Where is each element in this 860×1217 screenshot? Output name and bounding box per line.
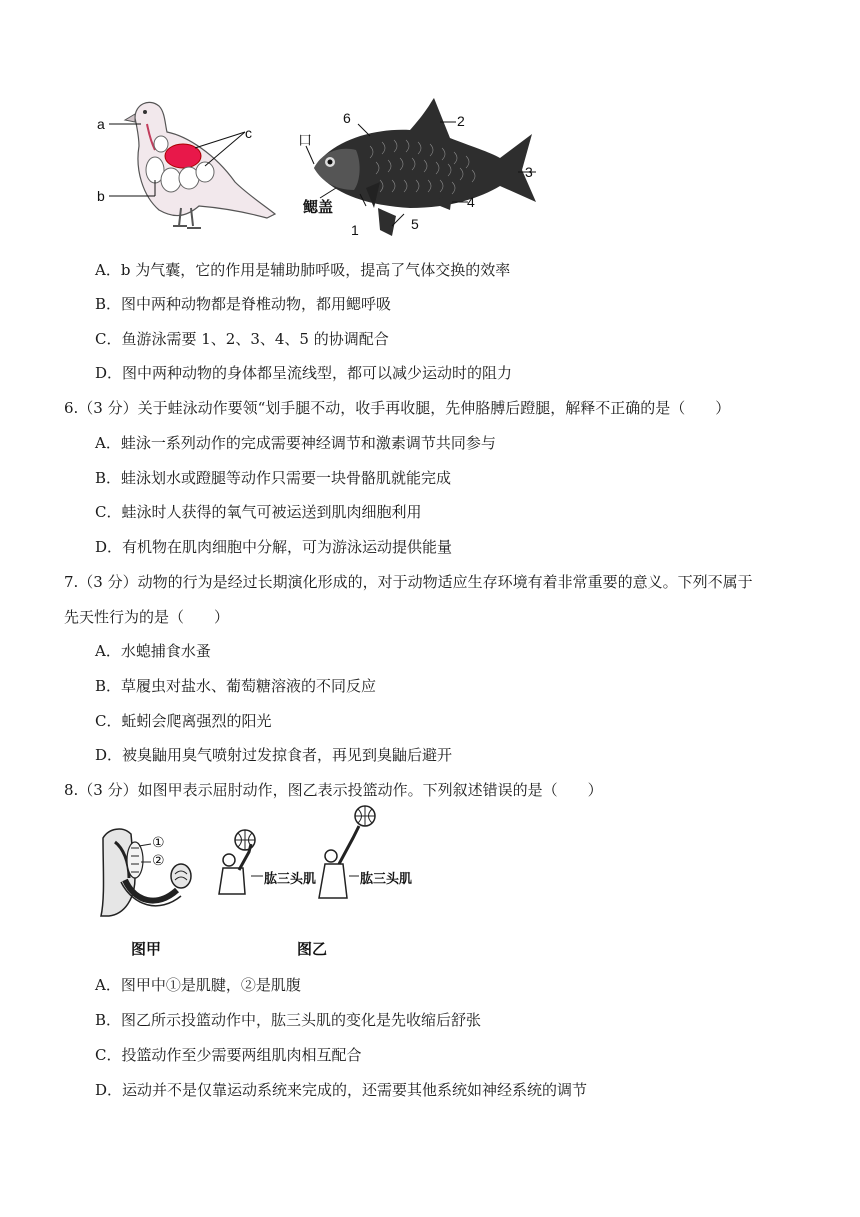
q5-option-b: B．图中两种动物都是脊椎动物，都用鳃呼吸 [95,295,392,313]
bird-illustration [95,90,285,240]
q7-option-d: D．被臭鼬用臭气喷射过发掠食者，再见到臭鼬后避开 [95,746,453,764]
bird-label-c: c [245,125,252,141]
q5-option-d: D．图中两种动物的身体都呈流线型，都可以减少运动时的阻力 [95,364,513,382]
fish-label-6: 6 [343,110,351,126]
fish-label-1: 1 [351,222,359,238]
q8-option-c: C．投篮动作至少需要两组肌肉相互配合 [95,1046,362,1064]
flexed-arm-illustration [95,818,205,918]
fish-label-4: 4 [467,194,475,210]
q6-stem: 6.（3 分）关于蛙泳动作要领“划手腿不动，收手再收腿，先伸胳膊后蹬腿，解释不正确的是（ ） [64,399,731,417]
bird-label-b: b [97,188,105,204]
fish-label-gill-cover: 鳃盖 [303,199,334,216]
q6-option-a: A．蛙泳一系列动作的完成需要神经调节和激素调节共同参与 [95,434,496,452]
q7-stem-line2: 先天性行为的是（ ） [64,608,230,626]
q5-option-a: A．b 为气囊，它的作用是辅助肺呼吸，提高了气体交换的效率 [95,261,511,279]
q6-option-b: B．蛙泳划水或蹬腿等动作只需要一块骨骼肌就能完成 [95,469,452,487]
triceps-label-2: 肱三头肌 [360,871,413,886]
bird-fish-figure [95,90,545,250]
q8-option-d: D．运动并不是仅靠运动系统来完成的，还需要其他系统如神经系统的调节 [95,1081,588,1099]
circle-label-1: ① [152,834,165,850]
fish-label-3: 3 [525,164,533,180]
fish-label-mouth: 口 [298,132,312,148]
q6-option-c: C．蛙泳时人获得的氧气可被运送到肌肉细胞利用 [95,503,422,521]
q6-option-d: D．有机物在肌肉细胞中分解，可为游泳运动提供能量 [95,538,453,556]
q8-option-b: B．图乙所示投篮动作中，肱三头肌的变化是先收缩后舒张 [95,1011,482,1029]
fish-label-2: 2 [457,113,465,129]
bird-label-a: a [97,116,105,132]
q8-stem: 8.（3 分）如图甲表示屈肘动作，图乙表示投篮动作。下列叙述错误的是（ ） [64,781,603,799]
q7-option-c: C．蚯蚓会爬离强烈的阳光 [95,712,272,730]
q5-option-c: C．鱼游泳需要 1、2、3、4、5 的协调配合 [95,330,389,348]
triceps-label-1: 肱三头肌 [264,871,317,886]
q7-option-b: B．草履虫对盐水、葡萄糖溶液的不同反应 [95,677,377,695]
figure-label-yi: 图乙 [297,941,328,958]
q7-stem-line1: 7.（3 分）动物的行为是经过长期演化形成的，对于动物适应生存环境有着非常重要的意义。下列不属于 [64,573,753,591]
q8-option-a: A．图甲中①是肌腱，②是肌腹 [95,976,301,994]
fish-label-5: 5 [411,216,419,232]
figure-label-jia: 图甲 [131,941,162,958]
circle-label-2: ② [152,852,165,868]
basketball-players-illustration [215,802,415,912]
q7-option-a: A．水螅捕食水蚤 [95,642,211,660]
fish-illustration [300,90,540,250]
arm-basketball-figure [95,818,435,963]
